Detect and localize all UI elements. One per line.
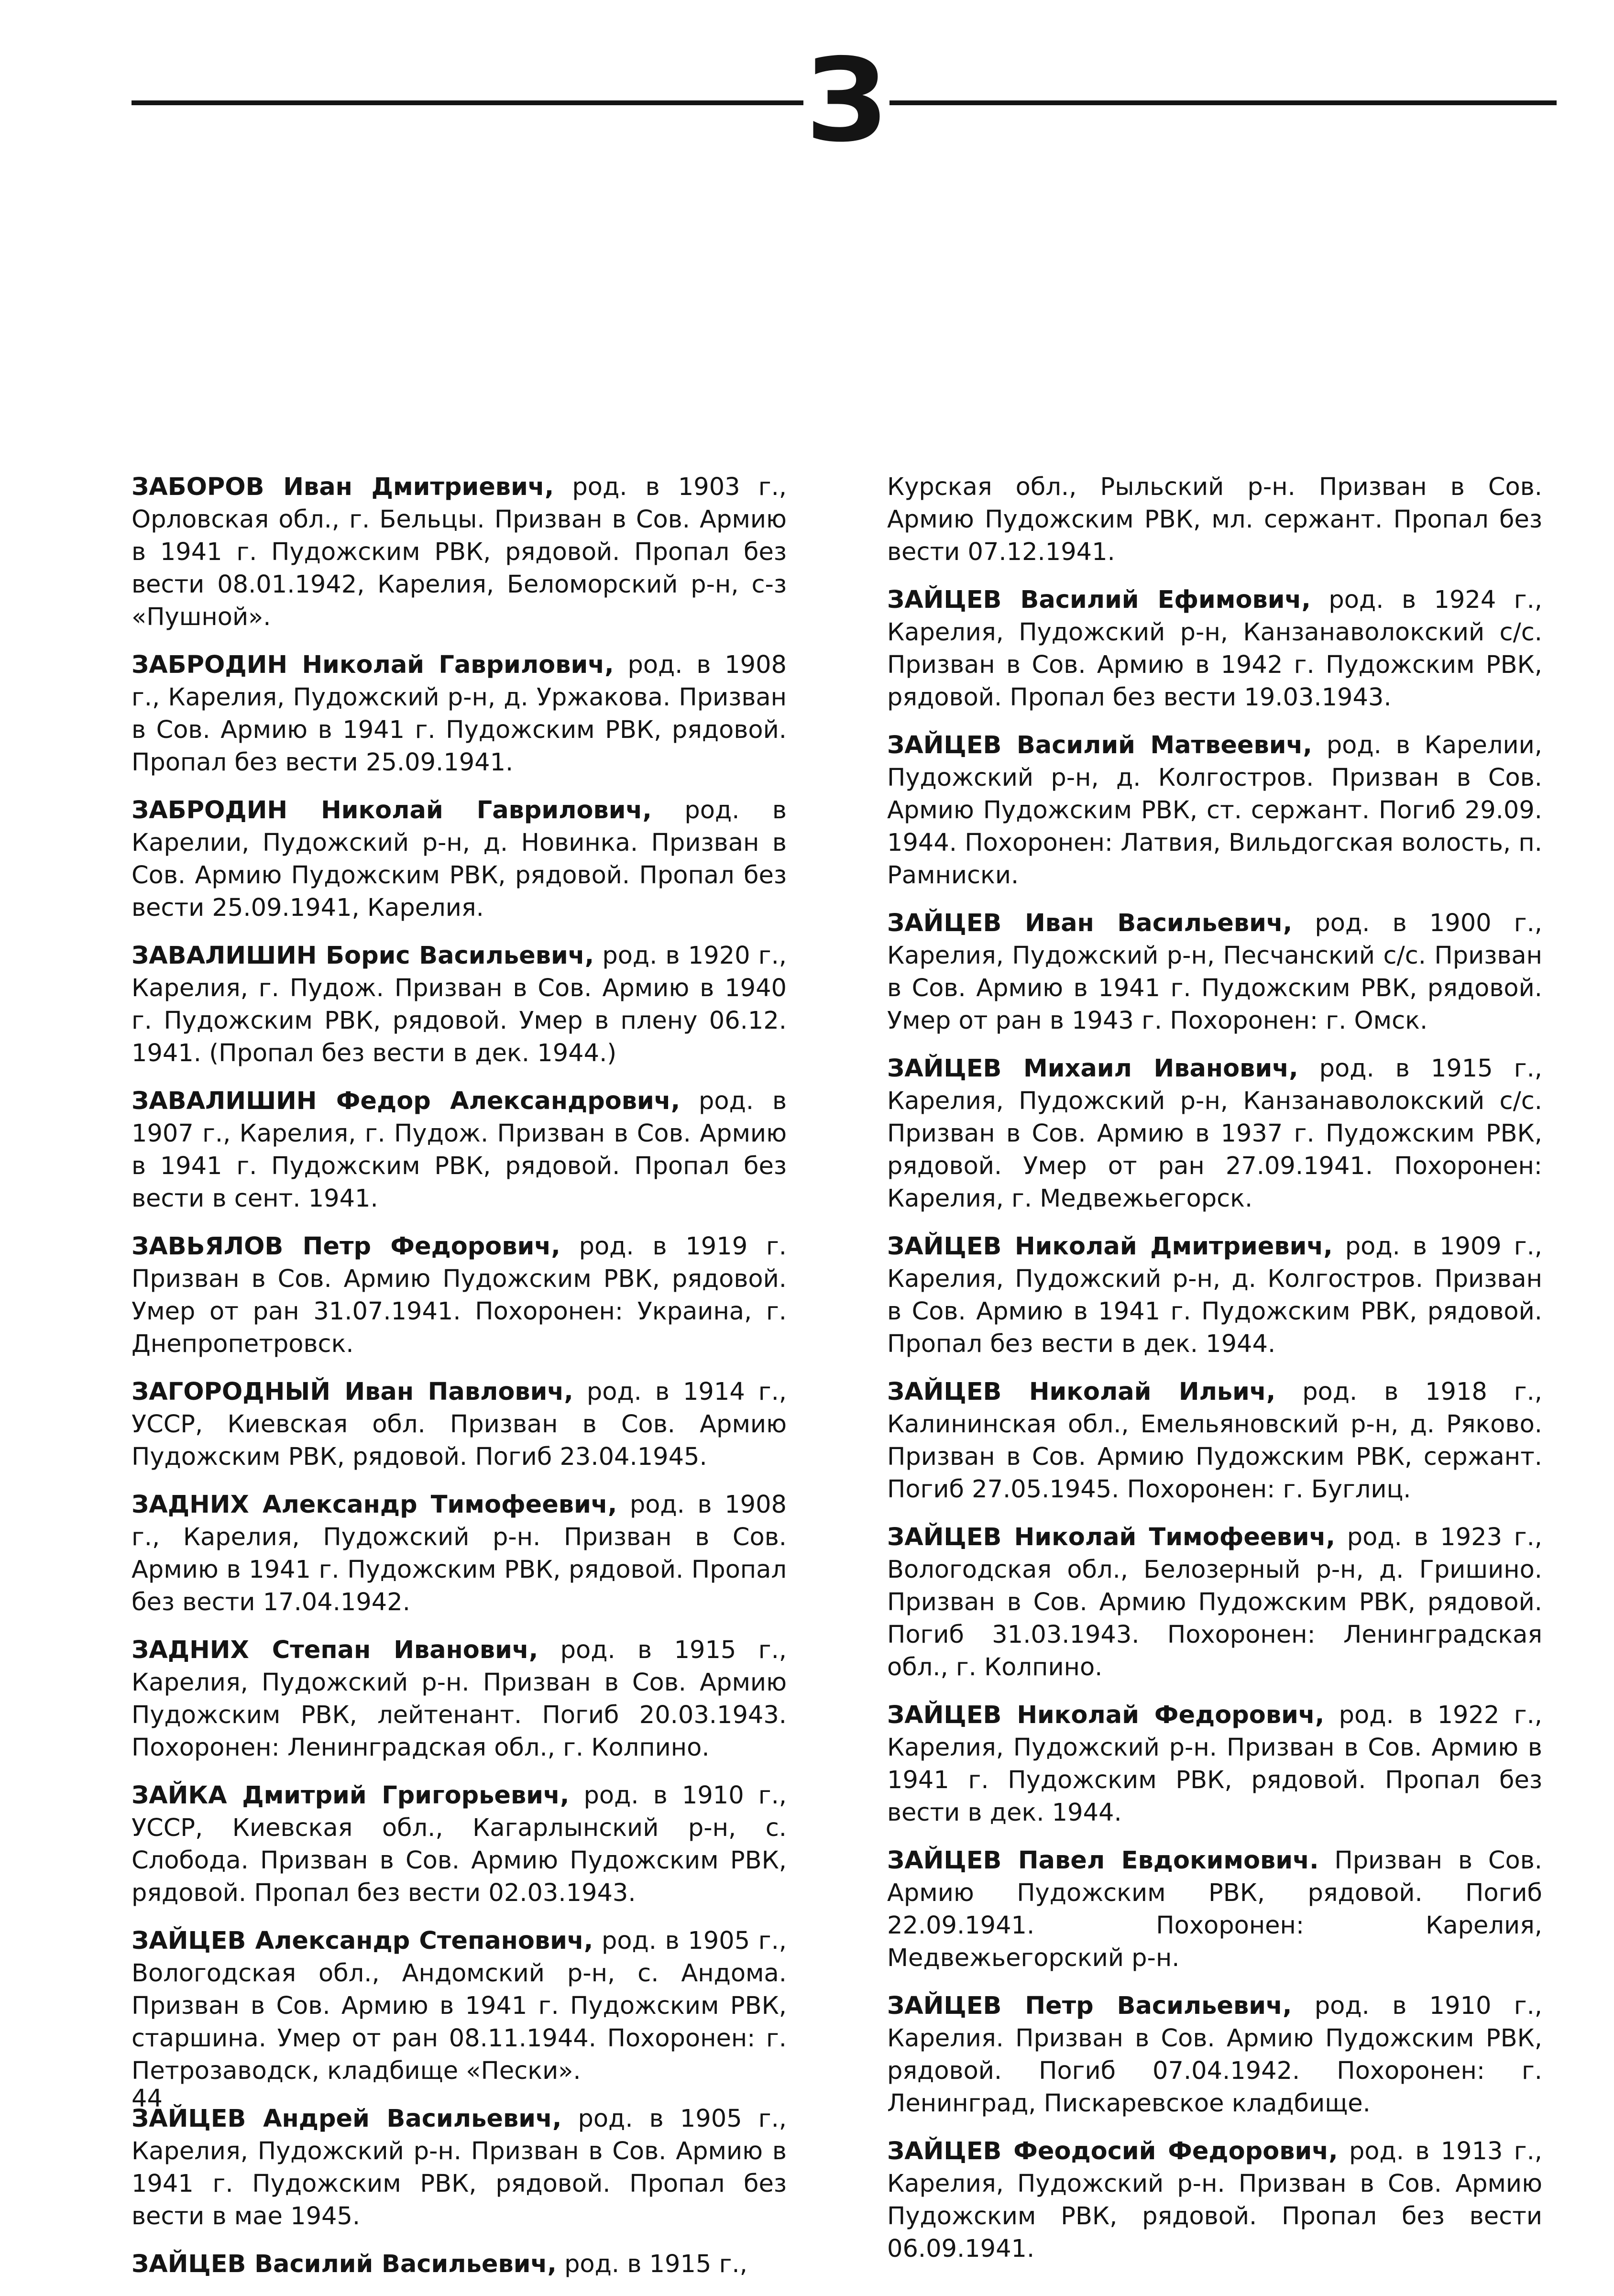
right-column — [887, 471, 1542, 2281]
entry-name: ЗАЙЦЕВ Петр Васильевич, — [887, 1992, 1292, 2020]
list-item — [887, 1521, 1542, 1684]
entry-name: ЗАЙКА Дмитрий Григорьевич, — [132, 1781, 570, 1810]
list-item — [132, 2103, 787, 2233]
entry-text: род. в 1905 г., Вологодская обл., Андомский р-н, с. Андома. Призван в Сов. Армию в 1941 г. Пудожским РВК, старшина. Умер от ран 08.11.1944. Похоронен: г. Петрозаводск, кладбище «Пески». — [132, 1927, 787, 2085]
entry-name: ЗАЙЦЕВ Павел Евдокимович. — [887, 1846, 1319, 1875]
entry-text: род. в 1915 г., Карелия, Пудожский р-н. Призван в Сов. Армию Пудожским РВК, лейтенант. Погиб 20.03.1943. Похоронен: Ленинградская обл., г. Колпино. — [132, 1636, 787, 1762]
entry-text: род. в 1923 г., Вологодская обл., Белозерный р-н, д. Гришино. Призван в Сов. Армию Пудожским РВК, рядовой. Погиб 31.03.1943. Похоронен: Ленинградская обл., г. Колпино. — [887, 1523, 1543, 1681]
entry-name: ЗАЙЦЕВ Михаил Иванович, — [887, 1055, 1298, 1083]
entry-name: ЗАЙЦЕВ Василий Ефимович, — [887, 586, 1311, 614]
list-item — [887, 2135, 1542, 2265]
entry-text: род. в 1900 г., Карелия, Пудожский р-н, Песчанский с/с. Призван в Сов. Армию в 1941 г. Пудожским РВК, рядовой. Умер от ран в 1943 г. Похоронен: г. Омск. — [887, 909, 1542, 1035]
list-item — [132, 649, 787, 779]
entry-name: ЗАЙЦЕВ Николай Ильич, — [887, 1378, 1276, 1406]
entry-name: ЗАБОРОВ Иван Дмитриевич, — [132, 473, 554, 501]
entry-name: ЗАЙЦЕВ Феодосий Федорович, — [887, 2137, 1338, 2165]
entry-text: род. в Карелии, Пудожский р-н, д. Колгостров. Призван в Сов. Армию Пудожским РВК, ст. сержант. Погиб 29.09. 1944. Похоронен: Латвия, Вильдогская волость, п. Рамниски. — [887, 731, 1542, 890]
entry-text: род. в 1903 г., Орловская обл., г. Бельцы. Призван в Сов. Армию в 1941 г. Пудожским РВК, рядовой. Пропал без вести 08.01.1942, Карелия, Беломорский р-н, с-з «Пушной». — [132, 473, 787, 631]
entry-name: ЗАБРОДИН Николай Гаврилович, — [132, 651, 614, 679]
page-number: 44 — [132, 2085, 163, 2113]
entry-name: ЗАДНИХ Степан Иванович, — [132, 1636, 538, 1664]
list-item — [132, 1780, 787, 1910]
list-item — [132, 1634, 787, 1764]
list-item — [132, 794, 787, 924]
list-item — [887, 1845, 1542, 1975]
entry-text: род. в 1910 г., УССР, Киевская обл., Кагарлынский р-н, с. Слобода. Призван в Сов. Армию Пудожским РВК, рядовой. Пропал без вести 02.03.1943. — [132, 1781, 787, 1907]
entry-name: ЗАЙЦЕВ Николай Дмитриевич, — [887, 1232, 1333, 1261]
list-item — [132, 1230, 787, 1361]
entry-name: ЗАЙЦЕВ Иван Васильевич, — [887, 909, 1293, 937]
list-item — [132, 1925, 787, 2087]
list-item — [887, 1053, 1542, 1215]
list-item — [887, 729, 1542, 892]
entry-name: ЗАЙЦЕВ Василий Васильевич, — [132, 2250, 557, 2278]
entry-text: род. в 1914 г., УССР, Киевская обл. Призван в Сов. Армию Пудожским РВК, рядовой. Погиб 23.04.1945. — [132, 1378, 787, 1471]
entry-name: ЗАЙЦЕВ Василий Матвеевич, — [887, 731, 1312, 759]
list-item — [132, 1085, 787, 1215]
list-item — [132, 2248, 787, 2281]
header-rule-left — [132, 100, 803, 105]
entry-text: род. в 1915 г., — [564, 2250, 747, 2278]
entry-text: род. в 1922 г., Карелия, Пудожский р-н. Призван в Сов. Армию в 1941 г. Пудожским РВК, рядовой. Пропал без вести в дек. 1944. — [887, 1701, 1543, 1827]
list-item — [887, 471, 1542, 569]
list-item — [132, 1376, 787, 1473]
entry-text: род. в 1918 г., Калининская обл., Емельяновский р-н, д. Ряково. Призван в Сов. Армию Пудожским РВК, сержант. Погиб 27.05.1945. Похоронен: г. Буглиц. — [887, 1378, 1542, 1504]
list-item — [132, 471, 787, 634]
list-item — [887, 584, 1542, 714]
list-item — [887, 1990, 1542, 2120]
entry-text: Курская обл., Рыльский р-н. Призван в Сов. Армию Пудожским РВК, мл. сержант. Пропал без вести 07.12.1941. — [887, 473, 1542, 566]
list-item — [887, 1376, 1542, 1506]
list-item — [887, 1230, 1542, 1361]
entry-text: род. в 1905 г., Карелия, Пудожский р-н. Призван в Сов. Армию в 1941 г. Пудожским РВК, рядовой. Пропал без вести в мае 1945. — [132, 2105, 787, 2230]
entry-name: ЗАДНИХ Александр Тимофеевич, — [132, 1491, 617, 1519]
list-item — [132, 1489, 787, 1619]
entry-text: род. в 1920 г., Карелия, г. Пудож. Призван в Сов. Армию в 1940 г. Пудожским РВК, рядовой. Умер в плену 06.12. 1941. (Пропал без вести в дек. 1944.) — [132, 942, 787, 1067]
entry-text: род. в 1924 г., Карелия, Пудожский р-н, Канзанаволокский с/с. Призван в Сов. Армию в 1942 г. Пудожским РВК, рядовой. Пропал без вести 19.03.1943. — [887, 586, 1543, 712]
entry-text: род. в 1910 г., Карелия. Призван в Сов. Армию Пудожским РВК, рядовой. Погиб 07.04.1942. Похоронен: г. Ленинград, Пискаревское кладбище. — [887, 1992, 1543, 2118]
entry-text: род. в Карелии, Пудожский р-н, д. Новинка. Призван в Сов. Армию Пудожским РВК, рядовой. Пропал без вести 25.09.1941, Карелия. — [132, 796, 787, 922]
entry-name: ЗАБРОДИН Николай Гаврилович, — [132, 796, 652, 824]
entry-text: Призван в Сов. Армию Пудожским РВК, рядовой. Погиб 22.09.1941. Похоронен: Карелия, Медвежьегорский р-н. — [887, 1846, 1543, 1972]
entry-text: род. в 1908 г., Карелия, Пудожский р-н. Призван в Сов. Армию в 1941 г. Пудожским РВК, рядовой. Пропал без вести 17.04.1942. — [132, 1491, 787, 1616]
entry-name: ЗАЙЦЕВ Андрей Васильевич, — [132, 2105, 562, 2133]
list-item — [887, 1699, 1542, 1829]
entry-name: ЗАВЬЯЛОВ Петр Федорович, — [132, 1232, 560, 1261]
list-item — [132, 940, 787, 1070]
entry-name: ЗАГОРОДНЫЙ Иван Павлович, — [132, 1378, 573, 1406]
entry-text: род. в 1919 г. Призван в Сов. Армию Пудожским РВК, рядовой. Умер от ран 31.07.1941. Похоронен: Украина, г. Днепропетровск. — [132, 1232, 787, 1358]
entry-text: род. в 1909 г., Карелия, Пудожский р-н, д. Колгостров. Призван в Сов. Армию в 1941 г. Пудожским РВК, рядовой. Пропал без вести в дек. 1944. — [887, 1232, 1542, 1358]
entry-name: ЗАЙЦЕВ Николай Федорович, — [887, 1701, 1325, 1729]
entry-name: ЗАВАЛИШИН Борис Васильевич, — [132, 942, 594, 970]
entry-text: род. в 1907 г., Карелия, г. Пудож. Призван в Сов. Армию в 1941 г. Пудожским РВК, рядовой. Пропал без вести в сент. 1941. — [132, 1087, 787, 1213]
section-letter: З — [805, 33, 888, 167]
entry-name: ЗАЙЦЕВ Николай Тимофеевич, — [887, 1523, 1335, 1551]
entry-text: род. в 1908 г., Карелия, Пудожский р-н, д. Уржакова. Призван в Сов. Армию в 1941 г. Пудожским РВК, рядовой. Пропал без вести 25.09.1941. — [132, 651, 787, 777]
entry-text: род. в 1913 г., Карелия, Пудожский р-н. Призван в Сов. Армию Пудожским РВК, рядовой. Пропал без вести 06.09.1941. — [887, 2137, 1543, 2263]
left-column — [132, 471, 787, 2296]
entry-text: род. в 1915 г., Карелия, Пудожский р-н, Канзанаволокский с/с. Призван в Сов. Армию в 1937 г. Пудожским РВК, рядовой. Умер от ран 27.09.1941. Похоронен: Карелия, г. Медвежьегорск. — [887, 1055, 1542, 1213]
entry-name: ЗАВАЛИШИН Федор Александрович, — [132, 1087, 681, 1115]
header-rule-right — [889, 100, 1557, 105]
entry-name: ЗАЙЦЕВ Александр Степанович, — [132, 1927, 593, 1955]
list-item — [887, 907, 1542, 1037]
